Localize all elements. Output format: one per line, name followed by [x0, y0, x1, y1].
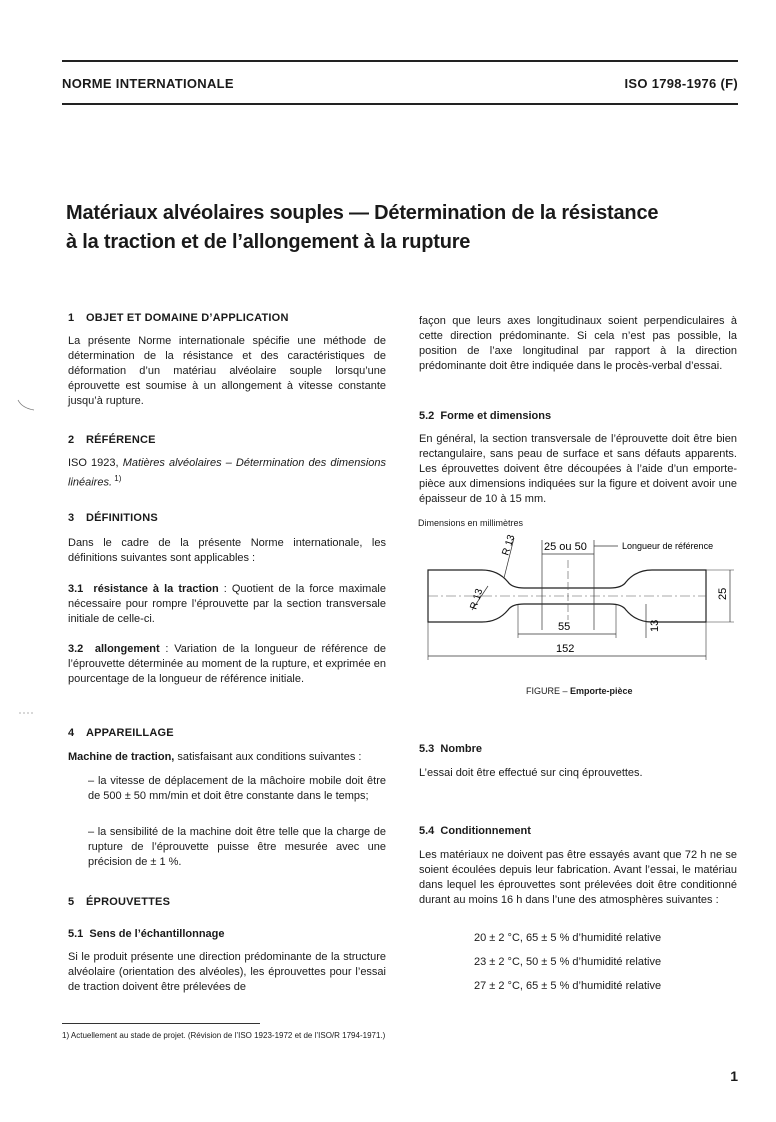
- paragraph: façon que leurs axes longitudinaux soient perpendiculaires à cette direction prédominante. Si cela n’est pas possible, la position de l’axe longitudinal par rapport à la direction prédominante doit être indiquée dans le procès-verbal d’essai.: [419, 315, 737, 372]
- header-right: ISO 1798-1976 (F): [624, 76, 738, 91]
- subsection-number: 5.1: [68, 928, 84, 940]
- section-3-intro: [68, 536, 386, 566]
- definition-term: allongement: [94, 643, 160, 655]
- atmosphere-item: 20 ± 2 °C, 65 ± 5 % d’humidité relative: [474, 932, 662, 944]
- reference-paragraph: [68, 456, 386, 491]
- section-number: 4: [68, 727, 75, 739]
- reference-code: ISO 1923,: [68, 457, 123, 469]
- page-title: [66, 199, 756, 257]
- list-item-text: – la vitesse de déplacement de la mâchoire mobile doit être de 500 ± 50 mm/min et doit être constante dans le temps;: [88, 775, 386, 802]
- section-1-heading: [68, 312, 289, 324]
- length152-label: 152: [556, 643, 575, 655]
- paragraph: L’essai doit être effectué sur cinq éprouvettes.: [419, 767, 643, 779]
- top-rule: [62, 60, 738, 62]
- subsection-title: Forme et dimensions: [440, 410, 552, 422]
- section-2-body: [68, 456, 386, 491]
- list-item: [88, 825, 386, 870]
- footnote: 1) Actuellement au stade de projet. (Révision de l’ISO 1923-1972 et de l’ISO/R 1794-1971.): [62, 1031, 386, 1040]
- figure-caption-title: Emporte-pièce: [570, 686, 633, 696]
- definition-3-2: [68, 642, 386, 687]
- subsection-5-1-heading: [68, 928, 225, 940]
- definition-number: 3.1: [68, 583, 84, 595]
- subsection-5-3-body: [419, 766, 737, 781]
- margin-mark: [16, 398, 36, 412]
- page-number: 1: [730, 1068, 738, 1084]
- definition-text: : Quotient de la force maximale nécessaire pour rompre l’éprouvette par la section transversale initiale de celle-ci.: [68, 583, 386, 625]
- section-4-heading: [68, 727, 174, 739]
- definition-text: : Variation de la longueur de référence de l’éprouvette déterminée au moment de la rupture, et exprimée en pourcentage de la longueur de référence initiale.: [68, 643, 386, 685]
- margin-mark: [18, 710, 36, 716]
- figure-caption-prefix: FIGURE –: [526, 686, 571, 696]
- subsection-5-4-heading: [419, 825, 531, 837]
- width-label: 25: [717, 587, 729, 600]
- section-5-heading: [68, 896, 170, 908]
- section-number: 3: [68, 512, 75, 524]
- radius-label-top: R 13: [500, 533, 518, 557]
- section-3-heading: [68, 512, 158, 524]
- section-title: APPAREILLAGE: [86, 727, 174, 739]
- title-line-2: à la traction et de l’allongement à la rupture: [66, 231, 471, 253]
- paragraph: Dans le cadre de la présente Norme internationale, les définitions suivantes sont applicables :: [68, 537, 386, 564]
- subsection-5-2-heading: [419, 410, 551, 422]
- section-1-body: [68, 334, 386, 409]
- subsection-title: Nombre: [440, 743, 482, 755]
- specimen-figure: [400, 530, 740, 680]
- subsection-title: Conditionnement: [440, 825, 531, 837]
- paragraph: [68, 750, 386, 765]
- section-title: OBJET ET DOMAINE D’APPLICATION: [86, 312, 289, 324]
- subsection-number: 5.2: [419, 410, 435, 422]
- definition-number: 3.2: [68, 643, 84, 655]
- machine-term: Machine de traction,: [68, 751, 175, 763]
- list-item: [88, 774, 386, 804]
- section-number: 5: [68, 896, 75, 908]
- footnote-rule: [62, 1023, 260, 1024]
- list-item-text: – la sensibilité de la machine doit être telle que la charge de rupture de l’éprouvette puisse être mesurée avec une précision de ± 1 %.: [88, 826, 386, 868]
- reference-title: Matières alvéolaires – Détermination des dimensions linéaires.: [68, 457, 386, 489]
- definition-term: résistance à la traction: [93, 583, 219, 595]
- subsection-number: 5.3: [419, 743, 435, 755]
- definition-3-1: [68, 582, 386, 627]
- figure-dimensions-caption: Dimensions en millimètres: [418, 518, 524, 528]
- section-title: RÉFÉRENCE: [86, 434, 156, 446]
- subsection-5-1-body-a: [68, 950, 386, 995]
- paragraph: [68, 582, 386, 627]
- paragraph: En général, la section transversale de l’éprouvette doit être bien rectangulaire, sans peau de surface et sans défauts apparents. Les éprouvettes doivent être découpées à l’aide d’un emporte-pièce aux dimensions indiquées sur la figure et doivent avoir une épaisseur de 10 à 15 mm.: [419, 433, 737, 505]
- section-number: 1: [68, 312, 75, 324]
- height13-label: 13: [649, 619, 661, 632]
- footnote-ref: 1): [112, 474, 122, 483]
- section-4-intro: [68, 750, 386, 765]
- paragraph: La présente Norme internationale spécifie une méthode de détermination de la résistance et des caractéristiques de déformation d’un matériau alvéolaire souple lorsqu’une éprouvette est soumise à un allongement à vitesse constante jusqu’à rupture.: [68, 335, 386, 407]
- radius-label-left: R 13: [468, 587, 486, 611]
- reference-length-label: Longueur de référence: [622, 541, 714, 551]
- paragraph: Les matériaux ne doivent pas être essayés avant que 72 h ne se soient écoulées depuis leur fabrication. Avant l’essai, le matériau dans lequel les éprouvettes sont prélevées doit être conditionné durant au moins 16 h dans l’une des atmosphères suivantes :: [419, 849, 737, 906]
- subsection-number: 5.4: [419, 825, 435, 837]
- machine-text: satisfaisant aux conditions suivantes :: [174, 751, 362, 763]
- section-title: ÉPROUVETTES: [86, 896, 171, 908]
- section-title: DÉFINITIONS: [86, 512, 158, 524]
- title-line-1: Matériaux alvéolaires souples — Détermination de la résistance: [66, 202, 659, 224]
- atmosphere-item: 23 ± 2 °C, 50 ± 5 % d’humidité relative: [474, 956, 662, 968]
- figure-caption: [526, 686, 633, 696]
- paragraph: Si le produit présente une direction prédominante de la structure alvéolaire (orientation des alvéoles), les éprouvettes pour l’essai de traction doivent être prélevées de: [68, 951, 386, 993]
- subsection-5-4-body: [419, 848, 737, 908]
- subsection-5-3-heading: [419, 743, 482, 755]
- section-number: 2: [68, 434, 75, 446]
- paragraph: [68, 642, 386, 687]
- subsection-title: Sens de l’échantillonnage: [89, 928, 225, 940]
- subsection-5-2-body: [419, 432, 737, 507]
- gauge-length-label: 25 ou 50: [544, 541, 587, 553]
- header-left: NORME INTERNATIONALE: [62, 76, 234, 91]
- subsection-5-1-body-b: [419, 314, 737, 374]
- atmosphere-item: 27 ± 2 °C, 65 ± 5 % d’humidité relative: [474, 980, 662, 992]
- length55-label: 55: [558, 621, 571, 633]
- section-2-heading: [68, 434, 156, 446]
- header-rule: [62, 103, 738, 105]
